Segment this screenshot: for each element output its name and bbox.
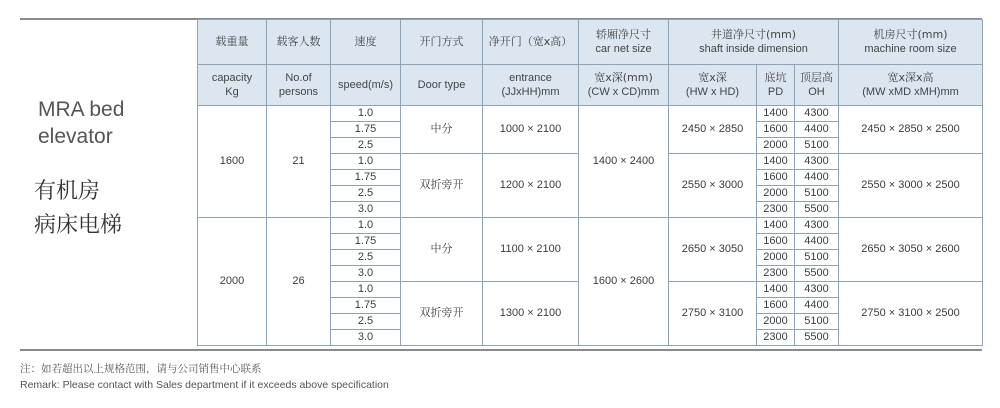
pit-depth-cell: 1600 (757, 122, 795, 138)
pit-depth-cell: 1600 (757, 298, 795, 314)
title-chinese (34, 175, 122, 243)
speed-cell: 2.5 (331, 138, 401, 154)
header-shaft: 井道净尺寸(mm) shaft inside dimension (669, 20, 839, 65)
door-type-cell: 中分 (401, 106, 483, 154)
machine-room-cell: 2450 × 2850 × 2500 (839, 106, 983, 154)
pit-depth-cell: 2000 (757, 138, 795, 154)
persons-cell: 21 (267, 106, 331, 218)
header-car-sub: 宽x深(mm) (CW x CD)mm (579, 65, 669, 106)
speed-cell: 1.75 (331, 170, 401, 186)
spec-table-body (198, 20, 983, 346)
pit-depth-cell: 2000 (757, 250, 795, 266)
spec-table (197, 19, 983, 346)
overhead-cell: 4300 (795, 218, 839, 234)
overhead-cell: 5500 (795, 330, 839, 346)
pit-depth-cell: 2000 (757, 314, 795, 330)
overhead-cell: 4300 (795, 282, 839, 298)
speed-cell: 3.0 (331, 266, 401, 282)
machine-room-cell: 2650 × 3050 × 2600 (839, 218, 983, 282)
speed-cell: 1.75 (331, 234, 401, 250)
machine-room-cell: 2550 × 3000 × 2500 (839, 154, 983, 218)
header-entrance-cn: 净开门（宽x高） (483, 20, 579, 65)
pit-depth-cell: 1400 (757, 218, 795, 234)
header-machine-room-sub: 宽x深x高 (MW xMD xMH)mm (839, 65, 983, 106)
pit-depth-cell: 2000 (757, 186, 795, 202)
pit-depth-cell: 1400 (757, 282, 795, 298)
pit-depth-cell: 2300 (757, 202, 795, 218)
car-size-cell: 1400 × 2400 (579, 106, 669, 218)
overhead-cell: 4400 (795, 122, 839, 138)
speed-cell: 2.5 (331, 314, 401, 330)
overhead-cell: 5500 (795, 266, 839, 282)
pit-depth-cell: 1400 (757, 106, 795, 122)
overhead-cell: 4300 (795, 154, 839, 170)
shaft-size-cell: 2450 × 2850 (669, 106, 757, 154)
header-speed-en: speed(m/s) (331, 65, 401, 106)
speed-cell: 3.0 (331, 202, 401, 218)
car-size-cell: 1600 × 2600 (579, 218, 669, 346)
pit-depth-cell: 1400 (757, 154, 795, 170)
remark-cn: 注：如若超出以上规格范围，请与公司销售中心联系 (20, 363, 262, 375)
overhead-cell: 5100 (795, 186, 839, 202)
table-row (198, 106, 983, 122)
capacity-cell: 2000 (198, 218, 267, 346)
pit-depth-cell: 2300 (757, 330, 795, 346)
pit-depth-cell: 1600 (757, 234, 795, 250)
machine-room-cell: 2750 × 3100 × 2500 (839, 282, 983, 346)
header-persons-en: No.of persons (267, 65, 331, 106)
title-cn-line2: 病床电梯 (34, 213, 123, 238)
header-shaft-wd: 宽x深 (HW x HD) (669, 65, 757, 106)
speed-cell: 2.5 (331, 250, 401, 266)
header-car: 轿厢净尺寸 car net size (579, 20, 669, 65)
door-type-cell: 双折旁开 (401, 154, 483, 218)
header-capacity-cn: 载重量 (198, 20, 267, 65)
header-row-1 (198, 20, 983, 65)
entrance-cell: 1200 × 2100 (483, 154, 579, 218)
header-speed-cn: 速度 (331, 20, 401, 65)
pit-depth-cell: 2300 (757, 266, 795, 282)
overhead-cell: 5100 (795, 250, 839, 266)
door-type-cell: 中分 (401, 218, 483, 282)
pit-depth-cell: 1600 (757, 170, 795, 186)
overhead-cell: 4400 (795, 234, 839, 250)
overhead-cell: 5100 (795, 138, 839, 154)
header-persons-cn: 载客人数 (267, 20, 331, 65)
title-en-line1: MRA bed (38, 98, 125, 121)
capacity-cell: 1600 (198, 106, 267, 218)
remark-en: Remark: Please contact with Sales department if it exceeds above specification (20, 379, 389, 391)
header-row-2 (198, 65, 983, 106)
entrance-cell: 1100 × 2100 (483, 218, 579, 282)
speed-cell: 3.0 (331, 330, 401, 346)
speed-cell: 1.75 (331, 122, 401, 138)
header-machine-room: 机房尺寸(mm) machine room size (839, 20, 983, 65)
overhead-cell: 4400 (795, 170, 839, 186)
overhead-cell: 4400 (795, 298, 839, 314)
speed-cell: 1.0 (331, 154, 401, 170)
shaft-size-cell: 2650 × 3050 (669, 218, 757, 282)
speed-cell: 1.75 (331, 298, 401, 314)
header-door-en: Door type (401, 65, 483, 106)
overhead-cell: 4300 (795, 106, 839, 122)
shaft-size-cell: 2550 × 3000 (669, 154, 757, 218)
header-capacity-en: capacity Kg (198, 65, 267, 106)
shaft-size-cell: 2750 × 3100 (669, 282, 757, 346)
table-row (198, 218, 983, 234)
speed-cell: 1.0 (331, 218, 401, 234)
speed-cell: 1.0 (331, 106, 401, 122)
header-oh: 顶层高 OH (795, 65, 839, 106)
header-door-cn: 开门方式 (401, 20, 483, 65)
overhead-cell: 5500 (795, 202, 839, 218)
persons-cell: 26 (267, 218, 331, 346)
header-pit: 底坑 PD (757, 65, 795, 106)
title-english (38, 96, 124, 150)
title-en-line2: elevator (38, 125, 113, 148)
entrance-cell: 1000 × 2100 (483, 106, 579, 154)
speed-cell: 1.0 (331, 282, 401, 298)
entrance-cell: 1300 × 2100 (483, 282, 579, 346)
overhead-cell: 5100 (795, 314, 839, 330)
speed-cell: 2.5 (331, 186, 401, 202)
bottom-rule (20, 349, 982, 351)
door-type-cell: 双折旁开 (401, 282, 483, 346)
header-entrance-en: entrance (JJxHH)mm (483, 65, 579, 106)
title-cn-line1: 有机房 (34, 179, 101, 204)
